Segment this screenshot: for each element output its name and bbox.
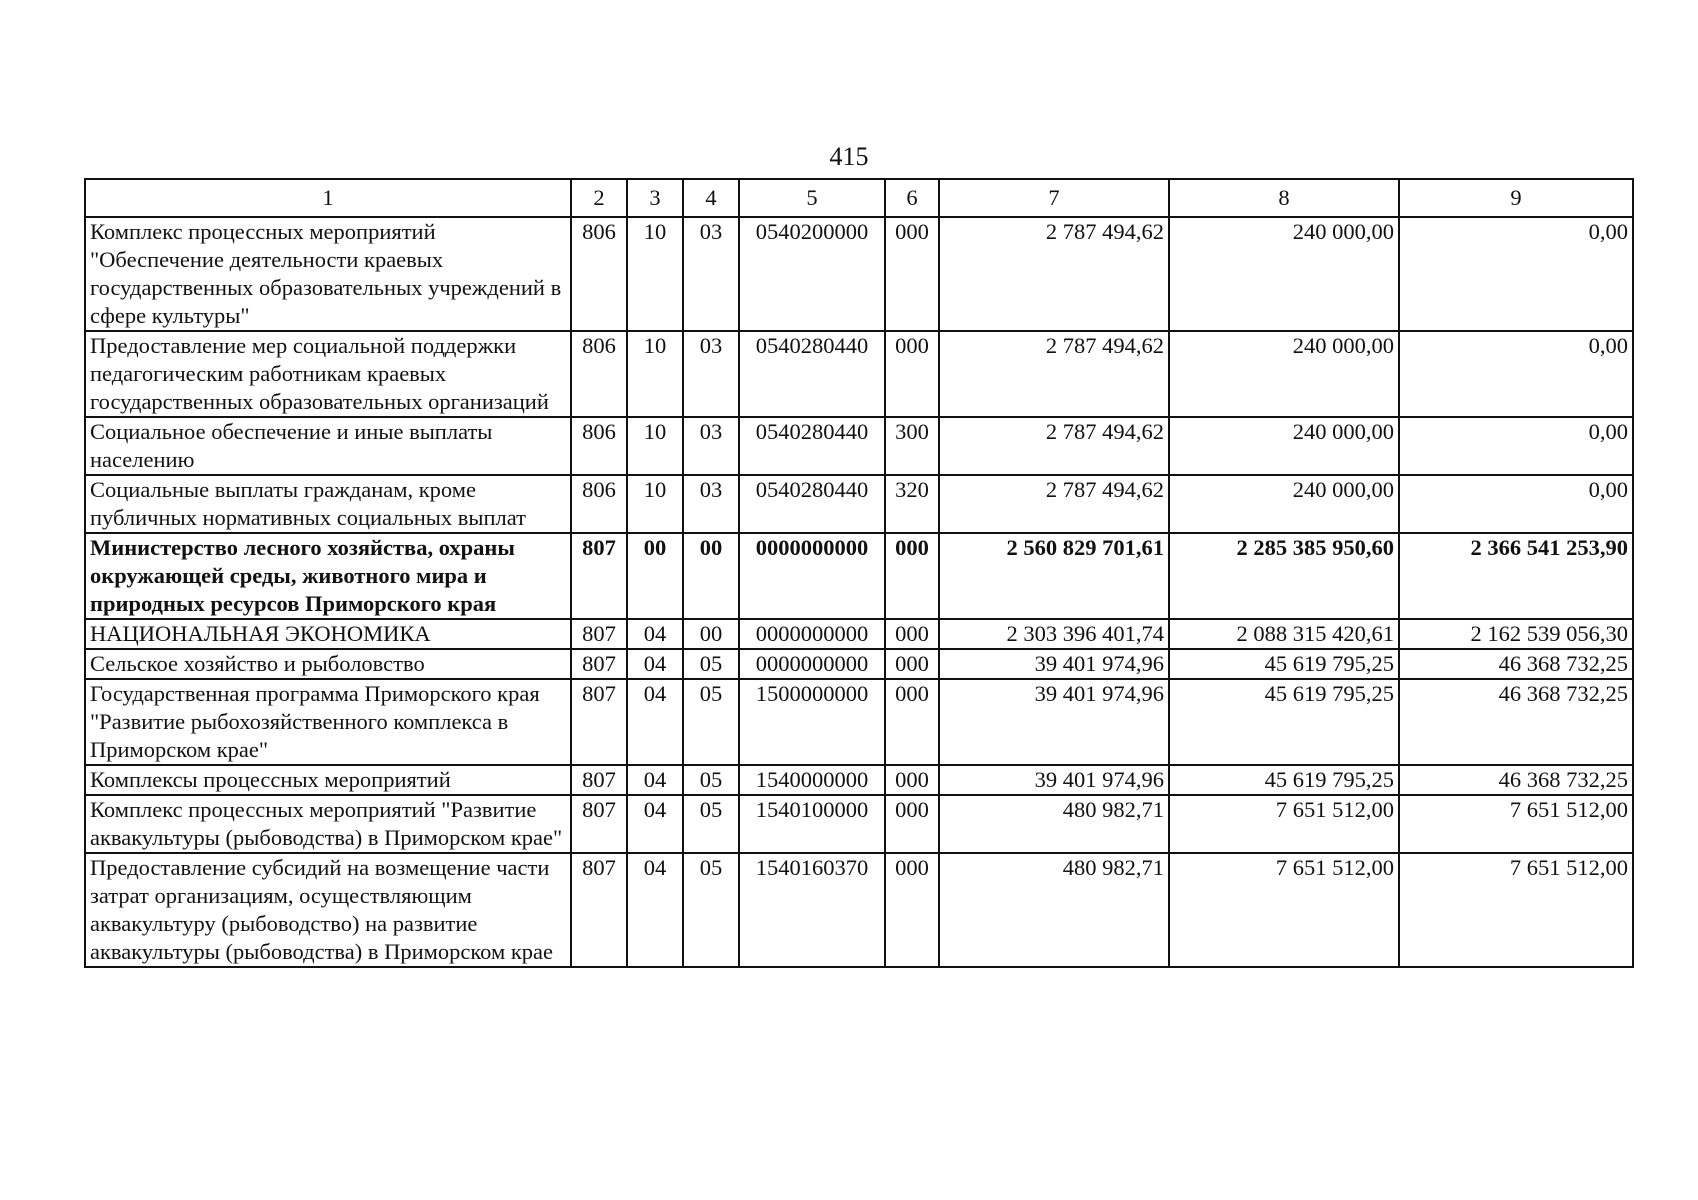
amount-col7: 2 787 494,62 xyxy=(939,217,1169,331)
code-section: 10 xyxy=(627,417,683,475)
code-section: 04 xyxy=(627,649,683,679)
code-admin: 807 xyxy=(571,853,627,967)
amount-col7: 39 401 974,96 xyxy=(939,679,1169,765)
code-expense-type: 300 xyxy=(885,417,939,475)
table-row xyxy=(85,679,1633,765)
amount-col8: 240 000,00 xyxy=(1169,331,1399,417)
code-target-article: 0540280440 xyxy=(739,417,885,475)
column-header: 2 xyxy=(571,179,627,217)
row-name: Социальные выплаты гражданам, кроме публичных нормативных социальных выплат xyxy=(85,475,571,533)
code-section: 10 xyxy=(627,475,683,533)
code-expense-type: 000 xyxy=(885,795,939,853)
amount-col8: 7 651 512,00 xyxy=(1169,795,1399,853)
amount-col9: 46 368 732,25 xyxy=(1399,679,1633,765)
code-section: 04 xyxy=(627,853,683,967)
amount-col9: 0,00 xyxy=(1399,417,1633,475)
row-name: Сельское хозяйство и рыболовство xyxy=(85,649,571,679)
amount-col9: 0,00 xyxy=(1399,475,1633,533)
row-name: Министерство лесного хозяйства, охраны окружающей среды, животного мира и природных ресурсов Приморского края xyxy=(85,533,571,619)
header-row xyxy=(85,179,1633,217)
table-row xyxy=(85,765,1633,795)
code-section: 10 xyxy=(627,217,683,331)
table-row xyxy=(85,417,1633,475)
code-admin: 807 xyxy=(571,765,627,795)
code-admin: 807 xyxy=(571,795,627,853)
amount-col7: 2 787 494,62 xyxy=(939,417,1169,475)
column-header: 4 xyxy=(683,179,739,217)
amount-col8: 240 000,00 xyxy=(1169,417,1399,475)
code-subsection: 03 xyxy=(683,475,739,533)
code-admin: 806 xyxy=(571,217,627,331)
column-header: 7 xyxy=(939,179,1169,217)
code-subsection: 00 xyxy=(683,533,739,619)
table-row xyxy=(85,853,1633,967)
code-expense-type: 000 xyxy=(885,679,939,765)
amount-col9: 2 162 539 056,30 xyxy=(1399,619,1633,649)
code-target-article: 0000000000 xyxy=(739,533,885,619)
amount-col7: 39 401 974,96 xyxy=(939,765,1169,795)
amount-col8: 45 619 795,25 xyxy=(1169,679,1399,765)
amount-col9: 46 368 732,25 xyxy=(1399,765,1633,795)
amount-col9: 0,00 xyxy=(1399,331,1633,417)
code-target-article: 1540160370 xyxy=(739,853,885,967)
amount-col9: 46 368 732,25 xyxy=(1399,649,1633,679)
code-target-article: 0000000000 xyxy=(739,619,885,649)
code-section: 00 xyxy=(627,533,683,619)
table-row xyxy=(85,619,1633,649)
code-section: 04 xyxy=(627,765,683,795)
amount-col9: 2 366 541 253,90 xyxy=(1399,533,1633,619)
amount-col7: 480 982,71 xyxy=(939,853,1169,967)
row-name: Предоставление субсидий на возмещение части затрат организациям, осуществляющим аквакультуру (рыбоводство) на развитие аквакультуры (рыбоводства) в Приморском крае xyxy=(85,853,571,967)
code-subsection: 00 xyxy=(683,619,739,649)
column-header: 8 xyxy=(1169,179,1399,217)
row-name: Государственная программа Приморского края "Развитие рыбохозяйственного комплекса в Приморском крае" xyxy=(85,679,571,765)
column-header: 5 xyxy=(739,179,885,217)
code-expense-type: 000 xyxy=(885,533,939,619)
row-name: Социальное обеспечение и иные выплаты населению xyxy=(85,417,571,475)
row-name: Комплексы процессных мероприятий xyxy=(85,765,571,795)
code-expense-type: 000 xyxy=(885,853,939,967)
amount-col7: 39 401 974,96 xyxy=(939,649,1169,679)
code-target-article: 1500000000 xyxy=(739,679,885,765)
code-expense-type: 000 xyxy=(885,649,939,679)
column-header: 1 xyxy=(85,179,571,217)
code-subsection: 03 xyxy=(683,217,739,331)
code-section: 10 xyxy=(627,331,683,417)
table-row xyxy=(85,331,1633,417)
code-admin: 806 xyxy=(571,475,627,533)
code-subsection: 05 xyxy=(683,679,739,765)
table-row xyxy=(85,533,1633,619)
column-header: 3 xyxy=(627,179,683,217)
code-subsection: 05 xyxy=(683,853,739,967)
code-admin: 806 xyxy=(571,331,627,417)
code-target-article: 1540100000 xyxy=(739,795,885,853)
code-expense-type: 000 xyxy=(885,765,939,795)
code-subsection: 05 xyxy=(683,765,739,795)
column-header: 9 xyxy=(1399,179,1633,217)
row-name: НАЦИОНАЛЬНАЯ ЭКОНОМИКА xyxy=(85,619,571,649)
amount-col7: 2 787 494,62 xyxy=(939,331,1169,417)
amount-col9: 7 651 512,00 xyxy=(1399,853,1633,967)
amount-col7: 2 303 396 401,74 xyxy=(939,619,1169,649)
table-row xyxy=(85,649,1633,679)
amount-col8: 7 651 512,00 xyxy=(1169,853,1399,967)
amount-col8: 240 000,00 xyxy=(1169,475,1399,533)
code-subsection: 03 xyxy=(683,331,739,417)
code-expense-type: 000 xyxy=(885,331,939,417)
code-subsection: 05 xyxy=(683,649,739,679)
code-admin: 807 xyxy=(571,619,627,649)
amount-col7: 2 560 829 701,61 xyxy=(939,533,1169,619)
amount-col8: 45 619 795,25 xyxy=(1169,649,1399,679)
row-name: Комплекс процессных мероприятий "Обеспечение деятельности краевых государственных образовательных учреждений в сфере культуры" xyxy=(85,217,571,331)
code-subsection: 05 xyxy=(683,795,739,853)
amount-col8: 2 285 385 950,60 xyxy=(1169,533,1399,619)
code-target-article: 0540280440 xyxy=(739,475,885,533)
code-section: 04 xyxy=(627,679,683,765)
column-header: 6 xyxy=(885,179,939,217)
code-admin: 807 xyxy=(571,679,627,765)
amount-col8: 2 088 315 420,61 xyxy=(1169,619,1399,649)
table-row xyxy=(85,217,1633,331)
code-target-article: 0540280440 xyxy=(739,331,885,417)
code-target-article: 1540000000 xyxy=(739,765,885,795)
code-section: 04 xyxy=(627,795,683,853)
table-row xyxy=(85,795,1633,853)
page-number: 415 xyxy=(829,142,869,171)
code-admin: 807 xyxy=(571,533,627,619)
amount-col9: 7 651 512,00 xyxy=(1399,795,1633,853)
amount-col8: 45 619 795,25 xyxy=(1169,765,1399,795)
code-target-article: 0540200000 xyxy=(739,217,885,331)
row-name: Комплекс процессных мероприятий "Развитие аквакультуры (рыбоводства) в Приморском крае" xyxy=(85,795,571,853)
code-target-article: 0000000000 xyxy=(739,649,885,679)
table-row xyxy=(85,475,1633,533)
row-name: Предоставление мер социальной поддержки педагогическим работникам краевых государственных образовательных организаций xyxy=(85,331,571,417)
code-expense-type: 000 xyxy=(885,619,939,649)
code-admin: 807 xyxy=(571,649,627,679)
amount-col9: 0,00 xyxy=(1399,217,1633,331)
budget-table xyxy=(84,178,1634,968)
code-section: 04 xyxy=(627,619,683,649)
code-subsection: 03 xyxy=(683,417,739,475)
code-admin: 806 xyxy=(571,417,627,475)
code-expense-type: 320 xyxy=(885,475,939,533)
amount-col7: 480 982,71 xyxy=(939,795,1169,853)
code-expense-type: 000 xyxy=(885,217,939,331)
amount-col8: 240 000,00 xyxy=(1169,217,1399,331)
amount-col7: 2 787 494,62 xyxy=(939,475,1169,533)
